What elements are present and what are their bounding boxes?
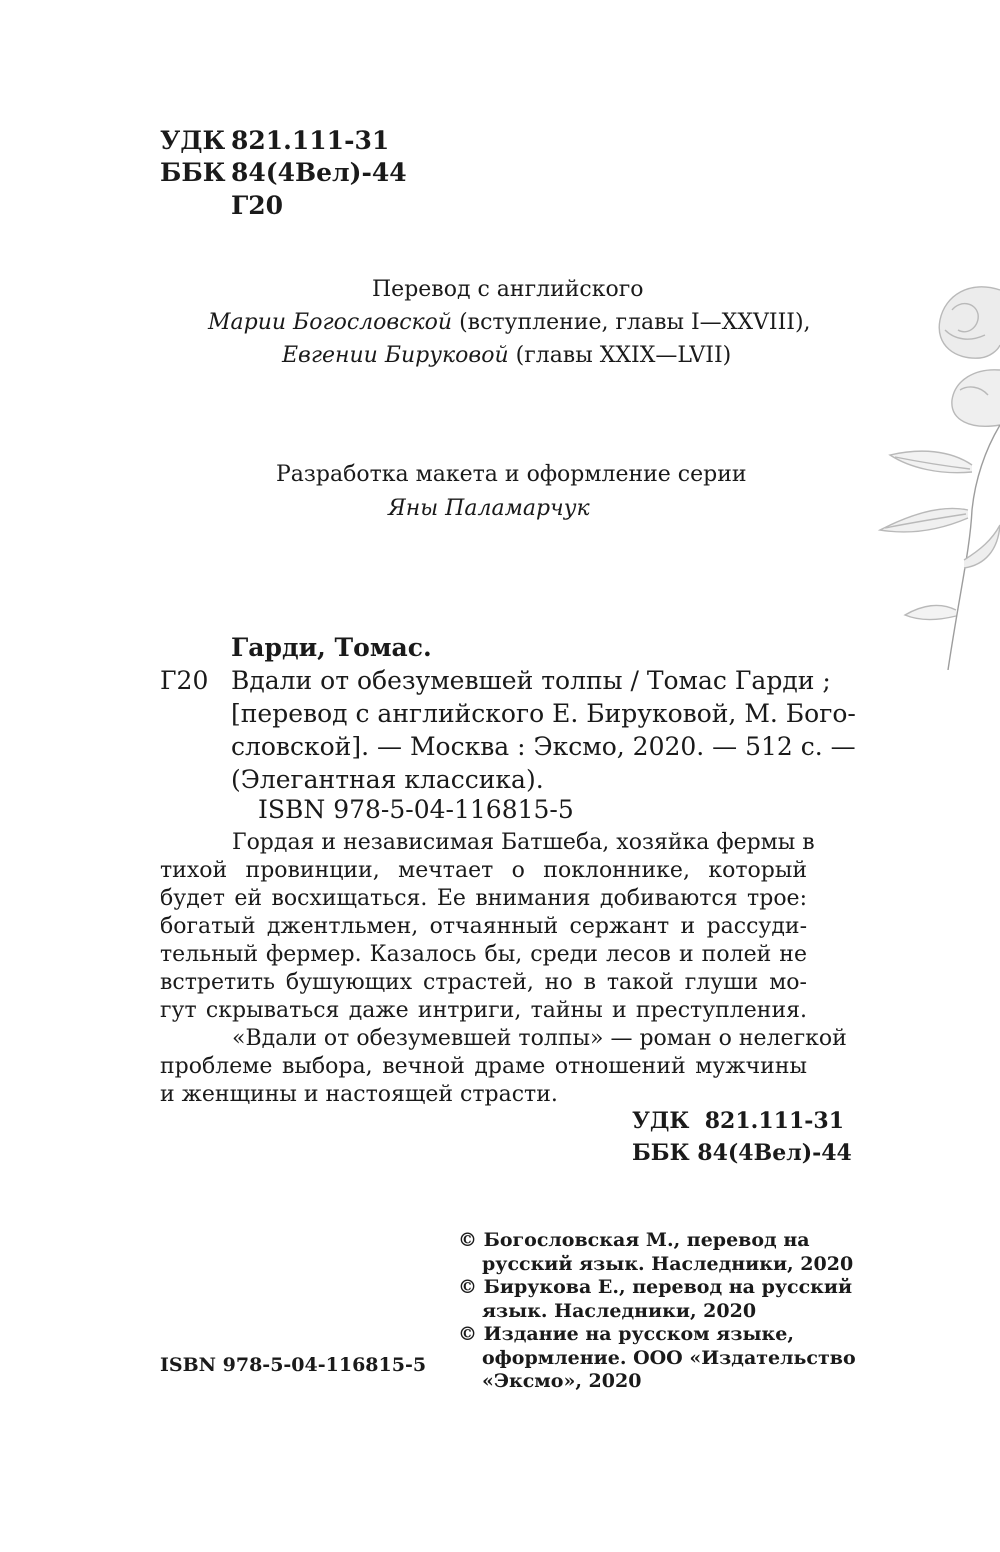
copyright-line: «Эксмо», 2020 [482, 1370, 642, 1392]
footer-isbn: ISBN 978-5-04-116815-5 [160, 1354, 427, 1376]
bottom-udk: УДК 821.111-31 [632, 1108, 844, 1134]
designer-name: Яны Паламарчук [388, 496, 590, 521]
copyright-line: © Издание на русском языке, [458, 1323, 794, 1345]
top-author-mark: Г20 [231, 191, 284, 220]
top-bbk-label: ББК [160, 158, 226, 187]
top-udk-value: 821.111-31 [231, 126, 390, 155]
catalog-line: словской]. — Москва : Эксмо, 2020. — 512 с. — [231, 732, 856, 761]
bottom-bbk: ББК 84(4Вел)-44 [632, 1140, 852, 1166]
annotation-line: проблеме выбора, вечной драме отношений мужчины [160, 1054, 807, 1079]
copyright-line: оформление. ООО «Издательство [482, 1346, 856, 1369]
translator-2-name: Евгении Бируковой [282, 343, 509, 368]
top-udk-label: УДК [160, 126, 226, 155]
catalog-line: (Элегантная классика). [231, 765, 544, 794]
copyright-line: © Богословская М., перевод на [458, 1229, 810, 1251]
design-heading: Разработка макета и оформление серии [276, 462, 747, 487]
translator-1-part: (вступление, главы I—XXVIII), [459, 310, 811, 335]
catalog-line: [перевод с английского Е. Бируковой, М. Бого- [231, 699, 856, 728]
annotation-line: будет ей восхищаться. Ее внимания добиваются трое: [160, 886, 807, 911]
annotation-line: и женщины и настоящей страсти. [160, 1082, 558, 1107]
translator-1-line [208, 309, 811, 337]
top-bbk-value: 84(4Вел)-44 [231, 158, 407, 187]
annotation-paragraph-1 [160, 829, 815, 1025]
copyright-block [458, 1229, 856, 1394]
copyright-line: © Бирукова Е., перевод на русский [458, 1276, 853, 1298]
catalog-author: Гарди, Томас. [231, 633, 432, 662]
rose-sketch-icon [860, 250, 1000, 670]
catalog-line: Вдали от обезумевшей толпы / Томас Гарди ; [231, 666, 831, 695]
translation-heading: Перевод с английского [372, 277, 644, 302]
annotation-line: тихой провинции, мечтает о поклоннике, который [160, 858, 807, 883]
annotation-line: «Вдали от обезумевшей толпы» — роман о нелегкой [232, 1026, 847, 1051]
annotation-paragraph-2 [160, 1025, 847, 1109]
catalog-author-mark: Г20 [160, 666, 209, 695]
copyright-line: язык. Наследники, 2020 [482, 1299, 757, 1322]
translator-2-part: (главы XXIX—LVII) [515, 343, 732, 368]
annotation-line: встретить бушующих страстей, но в такой глуши мо- [160, 970, 807, 995]
translator-2-line [282, 342, 731, 370]
annotation-line: гут скрываться даже интриги, тайны и преступления. [160, 998, 807, 1023]
annotation-line: тельный фермер. Казалось бы, среди лесов и полей не [160, 942, 807, 967]
annotation-line: богатый джентльмен, отчаянный сержант и рассуди- [160, 914, 807, 939]
translator-1-name: Марии Богословской [208, 310, 453, 335]
annotation [160, 829, 847, 1109]
catalog-isbn: ISBN 978-5-04-116815-5 [258, 795, 574, 824]
catalog-description [231, 664, 856, 796]
copyright-line: русский язык. Наследники, 2020 [482, 1252, 854, 1275]
annotation-line: Гордая и независимая Батшеба, хозяйка фермы в [232, 830, 815, 855]
